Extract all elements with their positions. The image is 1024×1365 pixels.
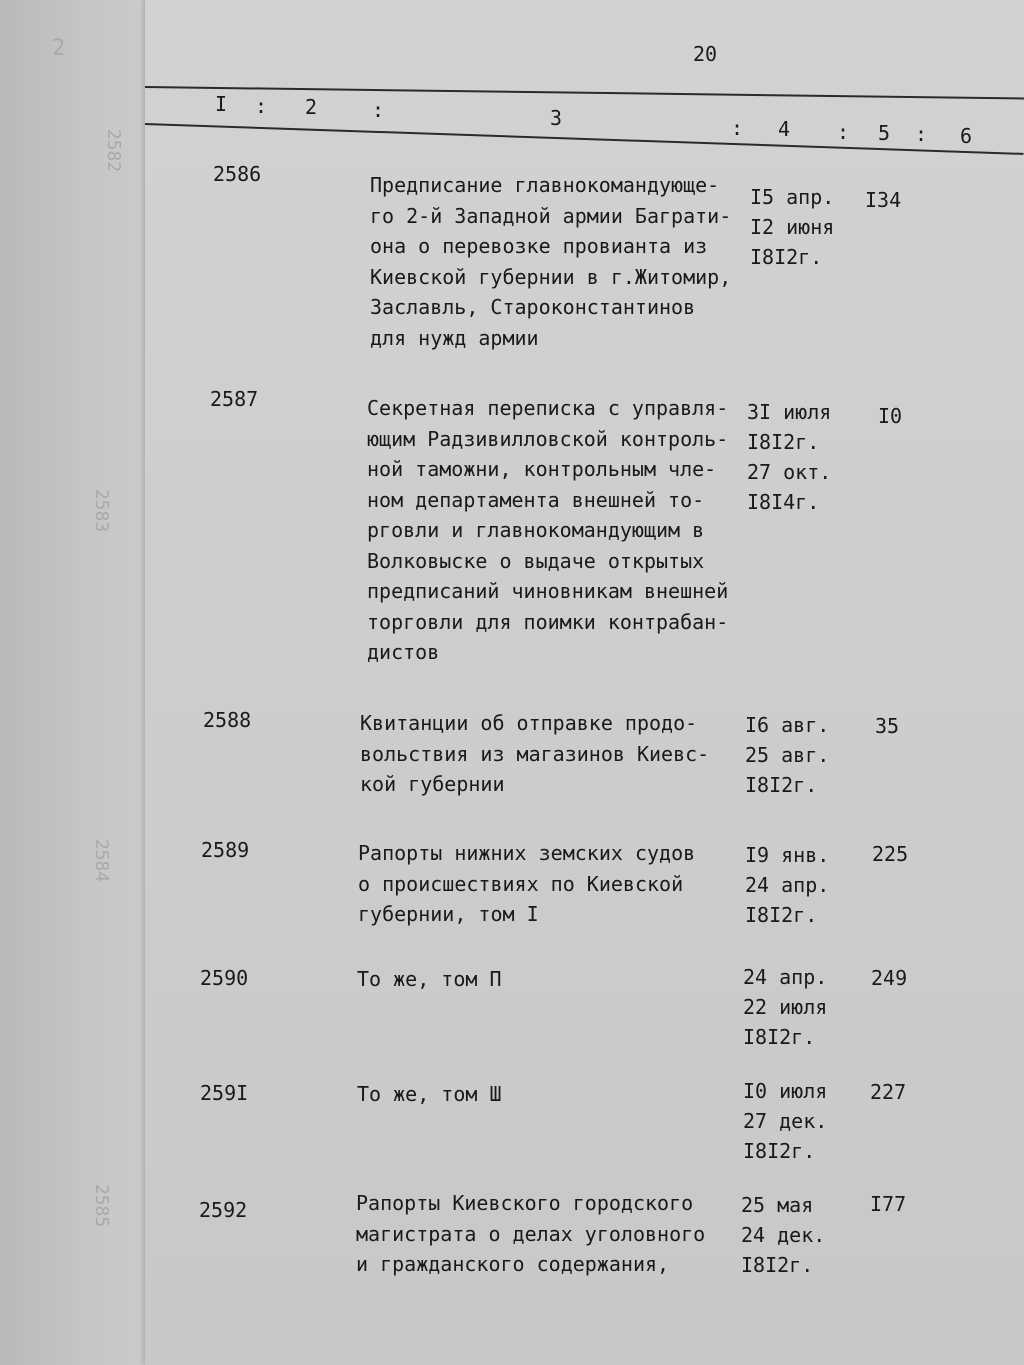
header-separator: : [837,120,850,144]
entry-number: 2586 [213,162,262,186]
header-col-1: I [215,92,228,116]
margin-fragment: 2583 [91,488,113,533]
previous-page-edge [0,0,150,1365]
header-col-3: 3 [550,106,563,130]
entry-number: 2589 [201,838,250,862]
entry-dates: 25 мая 24 дек. I8I2г. [741,1193,826,1277]
entry-title: Секретная переписка с управля- ющим Радзивилловской контроль- ной таможни, контрольным чле- ном департамента внешней то- рговли и главнокомандующим в Волковыске о выдаче открытых предписаний чиновникам внешней торговли для поимки контрабан- дистов [367,396,729,664]
margin-fragment: 2585 [91,1183,113,1228]
entry-number: 2587 [210,387,259,411]
entry-dates: I9 янв. 24 апр. I8I2г. [745,843,830,927]
header-separator: : [372,98,385,122]
header-col-5: 5 [878,121,891,145]
entry-number: 259I [200,1081,249,1105]
margin-fragment: 2582 [103,128,125,173]
entry-dates: I0 июля 27 дек. I8I2г. [743,1079,828,1163]
entry-title: Квитанции об отправке продо- вольствия из магазинов Киевс- кой губернии [360,711,710,796]
entry-sheets: I0 [878,404,903,428]
header-col-6: 6 [960,124,973,148]
entry-sheets: 225 [872,842,909,866]
entry-sheets: 35 [875,714,900,738]
entry-title: Рапорты нижних земских судов о происшествиях по Киевской губернии, том I [358,841,696,926]
header-separator: : [915,122,928,146]
entry-title: Рапорты Киевского городского магистрата о делах уголовного и гражданского содержания, [356,1191,706,1276]
header-col-2: 2 [305,95,318,119]
header-bottom-rule [145,123,1024,155]
margin-fragment: 2584 [91,838,113,883]
entry-sheets: I34 [865,188,902,212]
margin-fragment: 2 [52,36,66,61]
header-top-rule [145,86,1024,100]
entry-title: То же, том П [357,967,502,991]
entry-sheets: 249 [871,966,908,990]
header-separator: : [731,116,744,140]
document-page [145,0,1024,1365]
entry-title: Предписание главнокомандующе- го 2-й Западной армии Баграти- она о перевозке провианта из Киевской губернии в г.Житомир, Заславль, Староконстантинов для нужд армии [370,173,732,350]
entry-sheets: I77 [870,1192,907,1216]
header-separator: : [255,94,268,118]
entry-dates: 24 апр. 22 июля I8I2г. [743,965,828,1049]
entry-dates: I6 авг. 25 авг. I8I2г. [745,713,830,797]
entry-dates: 3I июля I8I2г. 27 окт. I8I4г. [747,400,832,514]
entry-title: То же, том Ш [357,1082,502,1106]
header-col-4: 4 [778,117,791,141]
entry-number: 2592 [199,1198,248,1222]
entry-number: 2588 [203,708,252,732]
entry-dates: I5 апр. I2 июня I8I2г. [750,185,835,269]
entry-number: 2590 [200,966,249,990]
entry-sheets: 227 [870,1080,907,1104]
page-number: 20 [693,42,718,66]
